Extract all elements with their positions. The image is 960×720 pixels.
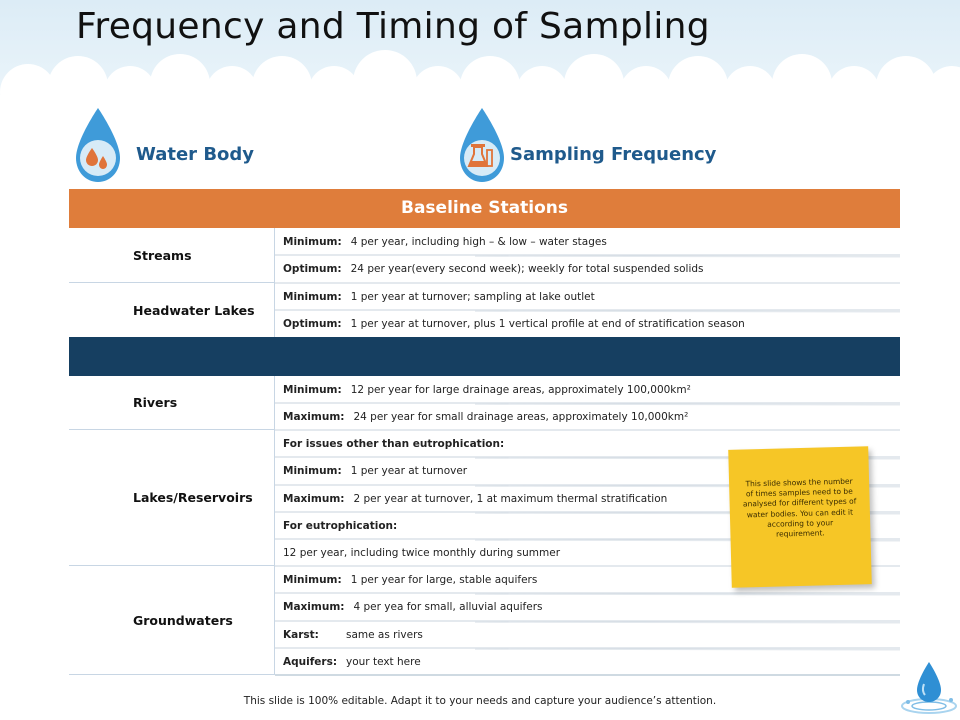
table-row xyxy=(275,228,900,255)
row-key: Aquifers: xyxy=(283,655,338,668)
baseline-stations-banner: Baseline Stations xyxy=(69,189,900,228)
row-value: 12 per year for large drainage areas, approximately 100,000km² xyxy=(350,383,691,396)
row-value: 1 per year at turnover; sampling at lake outlet xyxy=(350,290,595,303)
water-body-streams: Streams xyxy=(69,228,275,283)
table-row xyxy=(275,403,900,430)
row-value: 4 per yea for small, alluvial aquifers xyxy=(353,600,543,613)
row-value: 2 per year at turnover, 1 at maximum thermal stratification xyxy=(353,492,668,505)
table-row xyxy=(275,283,900,310)
water-drops-icon xyxy=(72,106,124,184)
issues-heading: For issues other than eutrophication: xyxy=(283,437,505,450)
row-key: Minimum: xyxy=(283,290,342,303)
row-key: Maximum: xyxy=(283,600,345,613)
page-title: Frequency and Timing of Sampling xyxy=(76,6,710,47)
water-body-headwater-lakes: Headwater Lakes xyxy=(69,283,275,337)
row-divider xyxy=(275,280,900,286)
table-row xyxy=(275,376,900,403)
row-key: Karst: xyxy=(283,628,319,641)
row-divider xyxy=(275,307,900,313)
footer-text: This slide is 100% editable. Adapt it to your needs and capture your audience’s attention. xyxy=(243,695,717,707)
row-key: Maximum: xyxy=(283,410,345,423)
row-value: same as rivers xyxy=(346,628,423,641)
row-value: 24 per year for small drainage areas, approximately 10,000km² xyxy=(353,410,689,423)
table-bottom-border xyxy=(275,672,900,678)
row-divider xyxy=(275,252,900,258)
eutrophication-heading: For eutrophication: xyxy=(283,519,398,532)
row-value: 24 per year(every second week); weekly for total suspended solids xyxy=(350,262,704,275)
row-value: 1 per year at turnover xyxy=(350,464,468,477)
row-key: Optimum: xyxy=(283,317,342,330)
row-divider xyxy=(275,400,900,406)
row-divider xyxy=(275,645,900,651)
row-key: Minimum: xyxy=(283,235,342,248)
sticky-note xyxy=(728,446,872,588)
row-value: your text here xyxy=(346,655,421,668)
table-row xyxy=(275,648,900,675)
water-drop-splash-icon xyxy=(898,660,958,716)
water-body-rivers: Rivers xyxy=(69,376,275,430)
row-key: Minimum: xyxy=(283,383,342,396)
row-value: 1 per year at turnover, plus 1 vertical profile at end of stratification season xyxy=(350,317,745,330)
baseline-table xyxy=(69,228,900,337)
water-body-header: Water Body xyxy=(136,144,255,165)
water-body-groundwaters: Groundwaters xyxy=(69,566,275,675)
table-row xyxy=(275,621,900,648)
row-divider xyxy=(275,618,900,624)
sampling-frequency-header: Sampling Frequency xyxy=(510,144,717,165)
table-row xyxy=(275,255,900,282)
row-value: 4 per year, including high – & low – water stages xyxy=(350,235,607,248)
row-value: 12 per year, including twice monthly during summer xyxy=(283,546,561,559)
water-body-lakes-reservoirs: Lakes/Reservoirs xyxy=(69,430,275,566)
row-divider xyxy=(275,590,900,596)
section-divider-bar xyxy=(69,337,900,376)
row-key: Minimum: xyxy=(283,573,342,586)
table-row xyxy=(275,310,900,337)
row-key: Maximum: xyxy=(283,492,345,505)
lab-flask-icon xyxy=(456,106,508,184)
row-divider xyxy=(275,427,900,433)
sticky-note-text: This slide shows the number of times samples need to be analysed for different types of water bodies. You can edit it according to your requirement. xyxy=(742,476,857,539)
row-value: 1 per year for large, stable aquifers xyxy=(350,573,538,586)
row-key: Optimum: xyxy=(283,262,342,275)
table-row xyxy=(275,593,900,620)
row-key: Minimum: xyxy=(283,464,342,477)
